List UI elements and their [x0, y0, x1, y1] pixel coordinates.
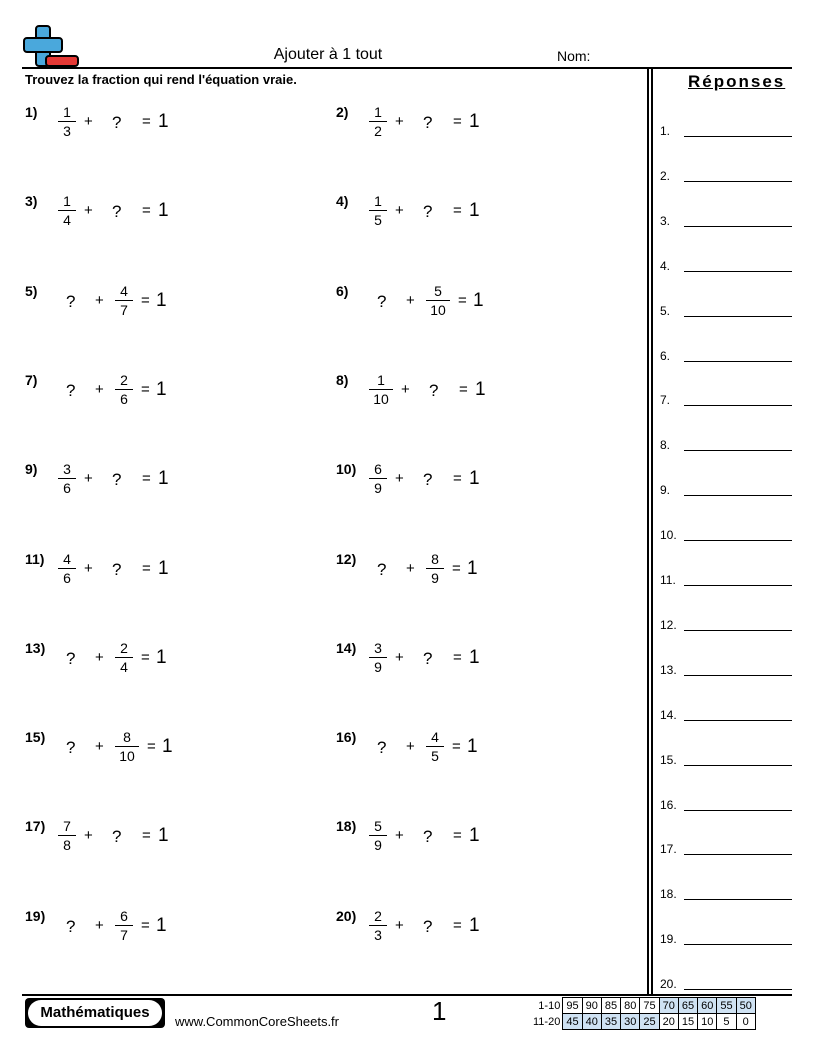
equals-sign: = [452, 559, 461, 577]
unknown-fraction[interactable]: ? [66, 916, 76, 936]
equals-sign: = [453, 470, 462, 488]
equals-sign: = [453, 827, 462, 845]
problem-item [25, 104, 295, 144]
fraction-denominator: 2 [369, 121, 387, 139]
unknown-fraction[interactable]: ? [112, 113, 122, 132]
problem-number: 5) [25, 282, 38, 299]
fraction [58, 818, 76, 853]
whole-one: 1 [469, 468, 480, 490]
answer-label: 15. [660, 752, 677, 767]
score-cell: 50 [736, 998, 755, 1014]
score-cell: 30 [621, 1014, 640, 1030]
answer-line[interactable] [684, 450, 792, 451]
score-cell: 45 [563, 1014, 582, 1030]
score-cell: 0 [736, 1014, 755, 1030]
plus-sign: + [95, 291, 104, 309]
problem-item [25, 908, 295, 948]
plus-sign: + [95, 738, 104, 756]
problem-item [336, 193, 606, 233]
answer-divider [651, 67, 653, 995]
fraction [58, 193, 76, 228]
unknown-fraction[interactable]: ? [66, 380, 76, 400]
answer-row [660, 214, 794, 230]
answer-label: 16. [660, 797, 677, 812]
plus-sign: + [406, 738, 415, 756]
problem-item [25, 551, 295, 591]
plus-sign: + [395, 827, 404, 845]
whole-one: 1 [469, 111, 480, 132]
unknown-fraction[interactable]: ? [66, 291, 76, 311]
fraction-denominator: 9 [369, 478, 387, 496]
fraction-numerator: 2 [374, 907, 382, 924]
problem-number: 15) [25, 729, 46, 746]
fraction-denominator: 8 [58, 835, 76, 853]
problem-item [336, 104, 606, 144]
equals-sign: = [147, 738, 156, 756]
problem-number: 12) [336, 550, 357, 567]
whole-one: 1 [158, 825, 169, 847]
plus-sign: + [95, 648, 104, 666]
unknown-fraction[interactable]: ? [377, 291, 387, 311]
equals-sign: = [459, 380, 468, 398]
problem-number: 9) [25, 461, 38, 478]
plus-sign: + [95, 380, 104, 398]
problem-item [336, 640, 606, 680]
answer-line[interactable] [684, 405, 792, 406]
answer-row [660, 124, 794, 140]
plus-sign: + [401, 380, 410, 398]
problem-number: 18) [336, 818, 357, 835]
problem-number: 3) [25, 193, 38, 210]
unknown-fraction[interactable]: ? [66, 648, 76, 668]
problem-item [336, 729, 606, 769]
whole-one: 1 [467, 557, 478, 579]
answer-label: 9. [660, 483, 671, 498]
whole-one: 1 [475, 378, 486, 400]
whole-one: 1 [156, 378, 167, 400]
score-table [530, 997, 756, 1030]
unknown-fraction[interactable]: ? [423, 827, 433, 847]
equals-sign: = [452, 738, 461, 756]
answer-row [660, 528, 794, 544]
fraction-numerator: 1 [63, 193, 71, 210]
score-cell: 80 [621, 998, 640, 1014]
equals-sign: = [458, 291, 467, 309]
answer-row [660, 887, 794, 903]
fraction-numerator: 6 [120, 907, 128, 924]
fraction [369, 461, 387, 496]
answer-line[interactable] [684, 316, 792, 317]
fraction-denominator: 5 [369, 210, 387, 228]
fraction-numerator: 1 [374, 193, 382, 210]
fraction-numerator: 6 [374, 461, 382, 478]
whole-one: 1 [469, 646, 480, 668]
fraction-numerator: 3 [63, 461, 71, 478]
fraction-denominator: 9 [369, 835, 387, 853]
fraction [115, 640, 133, 675]
fraction-denominator: 9 [369, 657, 387, 675]
answer-label: 18. [660, 887, 677, 902]
plus-sign: + [84, 827, 93, 845]
problem-number: 4) [336, 193, 349, 210]
score-cell: 55 [717, 998, 736, 1014]
answer-row [660, 259, 794, 275]
score-cell: 35 [601, 1014, 620, 1030]
answer-line[interactable] [684, 810, 792, 811]
answer-line[interactable] [684, 181, 792, 182]
plus-sign: + [95, 916, 104, 934]
fraction-numerator: 1 [63, 104, 71, 120]
unknown-fraction[interactable]: ? [112, 470, 122, 490]
equals-sign: = [453, 648, 462, 666]
fraction-numerator: 8 [431, 550, 439, 567]
answer-label: 12. [660, 617, 677, 632]
plus-sign: + [406, 291, 415, 309]
score-cell: 20 [659, 1014, 678, 1030]
whole-one: 1 [158, 111, 169, 132]
score-cell: 15 [678, 1014, 697, 1030]
subject-badge: Mathématiques [28, 1000, 162, 1026]
plus-sign: + [84, 470, 93, 488]
fraction-denominator: 10 [426, 300, 450, 318]
problem-number: 1) [25, 104, 38, 120]
answer-line[interactable] [684, 361, 792, 362]
answer-label: 14. [660, 707, 677, 722]
unknown-fraction[interactable]: ? [66, 738, 76, 758]
equals-sign: = [142, 470, 151, 488]
unknown-fraction[interactable]: ? [112, 202, 122, 222]
fraction-numerator: 1 [374, 104, 382, 120]
fraction-denominator: 3 [58, 121, 76, 139]
answer-row [660, 798, 794, 814]
whole-one: 1 [158, 468, 169, 490]
answer-label: 11. [660, 573, 676, 587]
plus-sign: + [84, 113, 93, 130]
fraction-numerator: 7 [63, 818, 71, 835]
fraction-denominator: 3 [369, 925, 387, 943]
problem-number: 16) [336, 729, 357, 746]
answer-row [660, 977, 794, 993]
answer-line[interactable] [684, 899, 792, 900]
problem-item [25, 193, 295, 233]
answer-row [660, 663, 794, 679]
score-cell: 70 [659, 998, 678, 1014]
score-cell: 5 [717, 1014, 736, 1030]
whole-one: 1 [156, 289, 167, 311]
fraction-numerator: 5 [434, 282, 442, 299]
fraction [369, 818, 387, 853]
answer-line[interactable] [684, 765, 792, 766]
fraction [115, 729, 139, 764]
answer-line[interactable] [684, 540, 792, 541]
problem-number: 17) [25, 818, 46, 835]
problem-number: 8) [336, 371, 349, 388]
answer-line[interactable] [684, 226, 792, 227]
answer-line[interactable] [684, 271, 792, 272]
fraction [369, 372, 393, 407]
equals-sign: = [142, 827, 151, 845]
answer-row [660, 618, 794, 634]
answer-line[interactable] [684, 944, 792, 945]
equals-sign: = [453, 202, 462, 220]
answers-title: Réponses [688, 72, 786, 91]
answer-row [660, 438, 794, 454]
answer-label: 20. [660, 977, 677, 992]
answer-label: 1. [660, 124, 671, 138]
answer-divider [647, 67, 649, 995]
answer-row [660, 483, 794, 499]
equals-sign: = [453, 113, 462, 130]
answer-label: 13. [660, 662, 677, 677]
problem-item [25, 283, 295, 323]
answer-label: 2. [660, 168, 671, 183]
problem-item [336, 551, 606, 591]
page-number: 1 [432, 996, 447, 1026]
fraction-numerator: 8 [123, 729, 131, 746]
score-row-label: 1-10 [538, 999, 561, 1012]
fraction [426, 551, 444, 586]
answer-row [660, 753, 794, 769]
fraction-numerator: 2 [120, 371, 128, 388]
fraction [115, 283, 133, 318]
answer-row [660, 573, 794, 589]
problem-item [336, 461, 606, 501]
problem-item [336, 818, 606, 858]
unknown-fraction[interactable]: ? [423, 648, 433, 668]
whole-one: 1 [469, 914, 480, 936]
fraction-denominator: 5 [426, 746, 444, 764]
fraction-denominator: 7 [115, 300, 133, 318]
score-cell: 95 [563, 998, 582, 1014]
answer-row [660, 169, 794, 185]
answer-row [660, 708, 794, 724]
answer-label: 10. [660, 528, 677, 543]
fraction-denominator: 9 [426, 568, 444, 586]
answer-label: 3. [660, 213, 671, 228]
answer-line[interactable] [684, 630, 792, 631]
problem-item [25, 640, 295, 680]
answer-line[interactable] [684, 720, 792, 721]
equals-sign: = [453, 916, 462, 934]
plus-minus-icon [22, 24, 80, 68]
answer-line[interactable] [684, 989, 792, 990]
score-cell: 40 [582, 1014, 601, 1030]
score-cell: 60 [698, 998, 717, 1014]
unknown-fraction[interactable]: ? [112, 559, 122, 579]
fraction-numerator: 1 [377, 371, 385, 388]
problem-item [25, 372, 295, 412]
answer-line[interactable] [684, 136, 792, 137]
problem-number: 13) [25, 639, 46, 656]
score-cell: 10 [698, 1014, 717, 1030]
site-url[interactable]: www.CommonCoreSheets.fr [175, 1014, 339, 1029]
unknown-fraction[interactable]: ? [377, 559, 387, 579]
whole-one: 1 [156, 646, 167, 668]
plus-sign: + [395, 113, 404, 130]
answer-line[interactable] [684, 854, 792, 855]
fraction-denominator: 4 [115, 657, 133, 675]
fraction [58, 551, 76, 586]
answer-label: 5. [660, 303, 671, 318]
fraction [58, 461, 76, 496]
unknown-fraction[interactable]: ? [112, 827, 122, 847]
plus-sign: + [395, 470, 404, 488]
score-cell: 75 [640, 998, 659, 1014]
fraction-denominator: 10 [369, 389, 393, 407]
equals-sign: = [142, 202, 151, 220]
problem-number: 11) [25, 550, 45, 567]
equals-sign: = [141, 648, 150, 666]
answer-line[interactable] [684, 495, 792, 496]
fraction-numerator: 4 [63, 550, 71, 567]
problem-item [336, 908, 606, 948]
answer-row [660, 842, 794, 858]
answer-label: 6. [660, 348, 671, 363]
answer-line[interactable] [684, 675, 792, 676]
score-cell: 85 [601, 998, 620, 1014]
plus-sign: + [84, 559, 93, 577]
unknown-fraction[interactable]: ? [423, 916, 433, 936]
unknown-fraction[interactable]: ? [423, 113, 433, 132]
answer-label: 17. [660, 842, 677, 857]
header-rule [22, 67, 792, 69]
problem-number: 6) [336, 282, 349, 299]
answer-line[interactable] [684, 585, 792, 586]
fraction-denominator: 6 [115, 389, 133, 407]
plus-sign: + [84, 202, 93, 220]
instructions: Trouvez la fraction qui rend l'équation vraie. [25, 72, 297, 87]
fraction-numerator: 3 [374, 639, 382, 656]
problem-number: 19) [25, 907, 46, 924]
equals-sign: = [142, 113, 151, 130]
page-title: Ajouter à 1 tout [273, 46, 383, 63]
answer-row [660, 349, 794, 365]
answer-label: 8. [660, 438, 671, 453]
problem-item [336, 283, 606, 323]
fraction [115, 908, 133, 943]
answer-label: 4. [660, 258, 671, 273]
fraction [426, 729, 444, 764]
plus-sign: + [395, 202, 404, 220]
fraction [369, 104, 387, 139]
unknown-fraction[interactable]: ? [423, 470, 433, 490]
plus-sign: + [395, 916, 404, 934]
problem-number: 7) [25, 371, 38, 388]
problem-number: 20) [336, 907, 357, 924]
fraction [369, 640, 387, 675]
score-row [530, 998, 755, 1014]
fraction-denominator: 7 [115, 925, 133, 943]
score-row [530, 1014, 755, 1030]
equals-sign: = [141, 916, 150, 934]
score-cell: 65 [678, 998, 697, 1014]
score-row-label: 11-20 [533, 1015, 561, 1028]
fraction [58, 104, 76, 139]
problem-item [25, 818, 295, 858]
equals-sign: = [141, 380, 150, 398]
whole-one: 1 [473, 289, 484, 311]
fraction [369, 908, 387, 943]
score-cell: 90 [582, 998, 601, 1014]
equals-sign: = [141, 291, 150, 309]
footer-rule [22, 994, 792, 996]
fraction-denominator: 4 [58, 210, 76, 228]
fraction-denominator: 6 [58, 478, 76, 496]
problem-item [25, 461, 295, 501]
equals-sign: = [142, 559, 151, 577]
problem-item [25, 729, 295, 769]
unknown-fraction[interactable]: ? [429, 380, 439, 400]
plus-sign: + [406, 559, 415, 577]
whole-one: 1 [469, 825, 480, 847]
name-label: Nom: [557, 48, 591, 64]
fraction-denominator: 6 [58, 568, 76, 586]
answer-row [660, 304, 794, 320]
unknown-fraction[interactable]: ? [377, 738, 387, 758]
answer-label: 19. [660, 932, 677, 947]
fraction [426, 283, 450, 318]
answer-row [660, 932, 794, 948]
problem-number: 10) [336, 461, 357, 478]
unknown-fraction[interactable]: ? [423, 202, 433, 222]
whole-one: 1 [156, 914, 167, 936]
problem-item [336, 372, 606, 412]
fraction-numerator: 4 [431, 729, 439, 746]
score-cell: 25 [640, 1014, 659, 1030]
whole-one: 1 [158, 557, 169, 579]
answer-label: 7. [660, 393, 671, 408]
fraction-numerator: 4 [120, 282, 128, 299]
fraction-numerator: 2 [120, 639, 128, 656]
whole-one: 1 [162, 736, 173, 758]
fraction [369, 193, 387, 228]
plus-sign: + [395, 648, 404, 666]
whole-one: 1 [158, 200, 169, 222]
fraction-denominator: 10 [115, 746, 139, 764]
fraction-numerator: 5 [374, 818, 382, 835]
whole-one: 1 [469, 200, 480, 222]
problem-number: 2) [336, 104, 349, 120]
answer-row [660, 393, 794, 409]
problem-number: 14) [336, 639, 357, 656]
fraction [115, 372, 133, 407]
whole-one: 1 [467, 736, 478, 758]
